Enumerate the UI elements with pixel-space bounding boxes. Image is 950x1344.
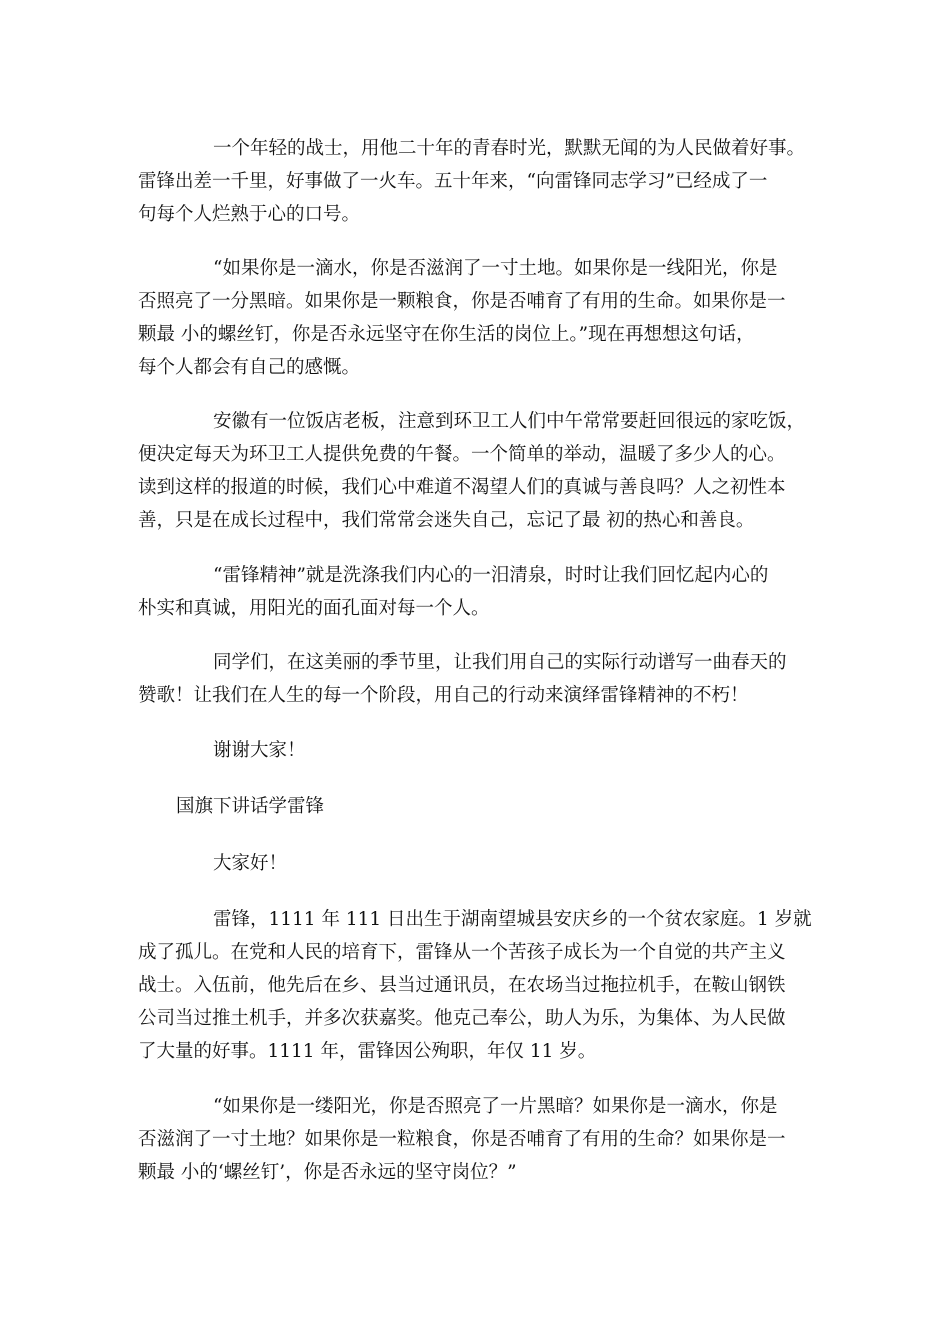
paragraph-2 xyxy=(138,252,828,384)
paragraph-8 xyxy=(138,903,828,1068)
text-line: “如果你是一滴水，你是否滋润了一寸土地。如果你是一线阳光，你是 xyxy=(213,258,778,279)
paragraph-6 xyxy=(138,734,828,767)
text-line: 一个年轻的战士，用他二十年的青春时光，默默无闻的为人民做着好事。 xyxy=(213,138,806,159)
paragraph-7 xyxy=(138,847,828,880)
text-line: 了大量的好事。1111 年，雷锋因公殉职，年仅 11 岁。 xyxy=(138,1041,597,1062)
text-line: 安徽有一位饭店老板，注意到环卫工人们中午常常要赶回很远的家吃饭， xyxy=(213,411,806,432)
paragraph-5 xyxy=(138,646,828,712)
paragraph-4 xyxy=(138,559,828,625)
text-line: 大家好！ xyxy=(213,853,288,874)
text-line: 朴实和真诚，用阳光的面孔面对每一个人。 xyxy=(138,598,490,619)
text-line: 战士。入伍前，他先后在乡、县当过通讯员，在农场当过拖拉机手，在鞍山钢铁 xyxy=(138,975,786,996)
paragraph-1 xyxy=(138,132,828,231)
text-line: 公司当过推土机手，并多次获嘉奖。他克己奉公，助人为乐，为集体、为人民做 xyxy=(138,1008,786,1029)
paragraph-9 xyxy=(138,1090,828,1189)
text-line: 每个人都会有自己的感慨。 xyxy=(138,357,361,378)
text-line: 否照亮了一分黑暗。如果你是一颗粮食，你是否哺育了有用的生命。如果你是一 xyxy=(138,291,786,312)
text-line: 同学们，在这美丽的季节里，让我们用自己的实际行动谱写一曲春天的 xyxy=(213,652,787,673)
section-title xyxy=(138,790,828,823)
text-line: 否滋润了一寸土地？如果你是一粒粮食，你是否哺育了有用的生命？如果你是一 xyxy=(138,1129,786,1150)
paragraph-3 xyxy=(138,405,828,537)
section-title-text: 国旗下讲话学雷锋 xyxy=(176,796,325,817)
text-line: 颗最 小的‘螺丝钉’，你是否永远的坚守岗位？” xyxy=(138,1162,517,1183)
text-line: 句每个人烂熟于心的口号。 xyxy=(138,204,361,225)
text-line: 善，只是在成长过程中，我们常常会迷失自己，忘记了最 初的热心和善良。 xyxy=(138,510,755,531)
text-line: 谢谢大家！ xyxy=(213,740,306,761)
text-line: 颗最 小的螺丝钉，你是否永远坚守在你生活的岗位上。”现在再想想这句话， xyxy=(138,324,755,345)
text-line: 赞歌！让我们在人生的每一个阶段，用自己的行动来演绎雷锋精神的不朽！ xyxy=(138,685,749,706)
text-line: 雷锋，1111 年 111 日出生于湖南望城县安庆乡的一个贫农家庭。1 岁就 xyxy=(213,909,812,930)
text-line: 成了孤儿。在党和人民的培育下，雷锋从一个苦孩子成长为一个自觉的共产主义 xyxy=(138,942,786,963)
text-line: “如果你是一缕阳光，你是否照亮了一片黑暗？如果你是一滴水，你是 xyxy=(213,1096,778,1117)
text-line: 雷锋出差一千里，好事做了一火车。五十年来，“向雷锋同志学习”已经成了一 xyxy=(138,171,768,192)
text-line: “雷锋精神”就是洗涤我们内心的一汨清泉，时时让我们回忆起内心的 xyxy=(213,565,769,586)
text-line: 便决定每天为环卫工人提供免费的午餐。一个简单的举动，温暖了多少人的心。 xyxy=(138,444,786,465)
text-line: 读到这样的报道的时候，我们心中难道不渴望人们的真诚与善良吗？人之初性本 xyxy=(138,477,786,498)
